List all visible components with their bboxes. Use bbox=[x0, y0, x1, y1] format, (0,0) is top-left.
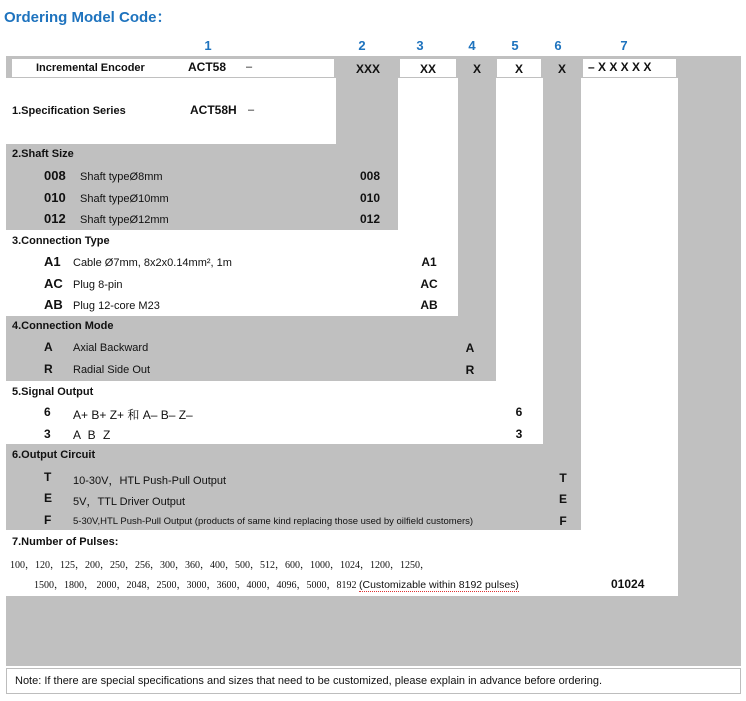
output-circuit-label: 6.Output Circuit bbox=[12, 449, 96, 461]
shaft-size-label: 2.Shaft Size bbox=[12, 148, 74, 160]
shaft-desc-012: Shaft typeØ12mm bbox=[80, 214, 169, 226]
column-number-3: 3 bbox=[416, 38, 424, 53]
shaft-code-010: 010 bbox=[44, 190, 66, 205]
connection-type-label: 3.Connection Type bbox=[12, 235, 110, 247]
shaft-code-008: 008 bbox=[44, 168, 66, 183]
header-model: ACT58 bbox=[188, 60, 227, 74]
conn-type-desc-ab: Plug 12-core M23 bbox=[73, 300, 160, 312]
conn-type-desc-a1: Cable Ø7mm, 8x2x0.14mm², 1m bbox=[73, 257, 232, 269]
shaft-desc-008: Shaft typeØ8mm bbox=[80, 171, 163, 183]
conn-mode-value-a: A bbox=[465, 341, 475, 355]
placeholder-col2: XXX bbox=[355, 62, 380, 76]
circuit-code-t: T bbox=[44, 470, 52, 484]
right-band bbox=[678, 56, 741, 666]
placeholder-col4: X bbox=[472, 62, 481, 76]
shaft-code-012: 012 bbox=[44, 211, 66, 226]
column-number-5: 5 bbox=[511, 38, 519, 53]
connection-mode-label: 4.Connection Mode bbox=[12, 320, 114, 332]
placeholder-col3: XX bbox=[419, 62, 436, 76]
header-product: Incremental Encoder bbox=[36, 62, 145, 74]
pulses-value: 01024 bbox=[611, 577, 645, 591]
circuit-code-f: F bbox=[44, 513, 52, 527]
conn-mode-code-a: A bbox=[44, 340, 53, 354]
conn-mode-desc-r: Radial Side Out bbox=[73, 364, 151, 376]
conn-mode-desc-a: Axial Backward bbox=[73, 342, 149, 354]
pulses-line-1: 100，120，125，200，250，256，300，360，400，500，512，600，1000，1024，1200，1250， bbox=[10, 560, 430, 571]
spec-series-value: ACT58H bbox=[190, 103, 237, 117]
bottom-band bbox=[6, 596, 741, 666]
conn-mode-value-r: R bbox=[465, 363, 475, 377]
blank-row bbox=[6, 80, 334, 98]
col6-band bbox=[543, 78, 581, 450]
conn-type-desc-ac: Plug 8-pin bbox=[73, 279, 123, 291]
pulses-line-2 bbox=[34, 576, 519, 591]
col4-band bbox=[458, 78, 496, 316]
conn-type-value-a1: A1 bbox=[421, 255, 437, 269]
column-number-4: 4 bbox=[468, 38, 476, 53]
conn-type-code-ab: AB bbox=[44, 297, 63, 312]
conn-type-value-ab: AB bbox=[420, 298, 438, 312]
circuit-value-f: F bbox=[559, 514, 567, 528]
spec-series-label: 1.Specification Series bbox=[12, 105, 126, 117]
shaft-value-010: 010 bbox=[359, 191, 381, 205]
circuit-desc-t: 10-30V，HTL Push-Pull Output bbox=[73, 475, 227, 487]
page-title: Ordering Model Code： bbox=[4, 9, 172, 26]
header-dash: – bbox=[246, 61, 253, 73]
circuit-value-e: E bbox=[558, 492, 567, 506]
conn-type-value-ac: AC bbox=[420, 277, 438, 291]
circuit-desc-e: 5V，TTL Driver Output bbox=[73, 496, 186, 508]
pulses-label: 7.Number of Pulses: bbox=[12, 536, 119, 548]
spec-series-dash: – bbox=[248, 104, 255, 116]
column-number-2: 2 bbox=[358, 38, 366, 53]
conn-type-code-ac: AC bbox=[44, 276, 63, 291]
shaft-value-008: 008 bbox=[359, 169, 381, 183]
conn-type-code-a1: A1 bbox=[44, 254, 61, 269]
signal-output-label: 5.Signal Output bbox=[12, 386, 94, 398]
pulses-customizable-note: (Customizable within 8192 pulses) bbox=[359, 579, 519, 591]
signal-desc-3: A B Z bbox=[73, 428, 113, 442]
circuit-desc-f: 5-30V,HTL Push-Pull Output (products of same kind replacing those used by oilfield customers) bbox=[73, 516, 474, 527]
placeholder-col5: X bbox=[514, 62, 523, 76]
column-number-7: 7 bbox=[620, 38, 628, 53]
placeholder-col7: – X X X X X bbox=[588, 60, 652, 74]
pulses-line-2-values: 1500，1800， 2000，2048，2500，3000，3600，4000，4096，5000，8192 bbox=[34, 580, 357, 591]
conn-mode-code-r: R bbox=[44, 362, 53, 376]
column-number-6: 6 bbox=[554, 38, 562, 53]
signal-desc-6: A+ B+ Z+ 和 A– B– Z– bbox=[73, 408, 193, 422]
signal-code-3: 3 bbox=[44, 427, 51, 441]
placeholder-col6: X bbox=[557, 62, 566, 76]
signal-value-3: 3 bbox=[515, 427, 523, 441]
circuit-code-e: E bbox=[44, 491, 53, 505]
signal-value-6: 6 bbox=[515, 405, 523, 419]
footer-note: Note: If there are special specifications and sizes that need to be customized, please explain in advance before ordering. bbox=[6, 668, 741, 694]
shaft-desc-010: Shaft typeØ10mm bbox=[80, 193, 169, 205]
col2-band-top bbox=[336, 78, 398, 144]
shaft-value-012: 012 bbox=[359, 212, 381, 226]
circuit-value-t: T bbox=[559, 471, 567, 485]
signal-code-6: 6 bbox=[44, 405, 51, 419]
column-number-1: 1 bbox=[204, 38, 212, 53]
